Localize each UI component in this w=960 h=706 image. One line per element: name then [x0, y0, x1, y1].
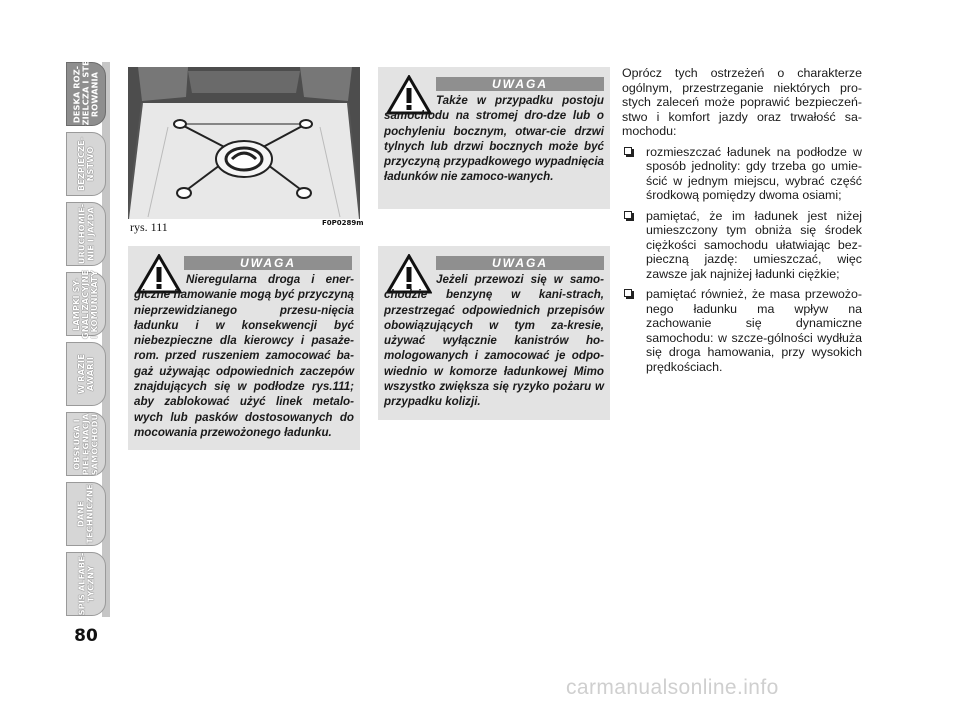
list-item: pamiętać również, że masa przewożo-nego ładunku ma wpływ na zachowanie się dynamiczne samochodu: w szcze-gólności wydłuża się droga hamowania, przy wysokich prędkościach. — [622, 287, 862, 374]
warning-box-parking-slope — [378, 67, 610, 209]
checkbox-bullet-icon — [624, 147, 632, 155]
warning-text: Także w przypadku postoju samochodu na stromej dro-dze lub o pochyleniu bocznym, otwar-cie drzwi tylnych lub drzwi bocznych może być przyczyną przypadkowego wypadnięcia ładunków nie zamoco-wanych. — [384, 94, 604, 184]
tab-dane-techniczne[interactable]: DANE TECHNICZNE — [66, 482, 106, 546]
tab-spis-alfabetyczny[interactable]: SPIS ALFABE- TYCZNY — [66, 552, 106, 616]
checkbox-bullet-icon — [624, 289, 632, 297]
warning-box-fuel-canisters — [378, 246, 610, 420]
warning-title: UWAGA — [436, 77, 604, 91]
warning-box-cargo-fixing — [128, 246, 360, 450]
tab-deska-rozdzielcza[interactable]: DESKA ROZ- DZIELCZA I STE- ROWANIA — [66, 62, 106, 126]
watermark: carmanualsonline.info — [566, 676, 779, 699]
figure-code: F0P0289m — [322, 219, 364, 227]
figure-caption: rys. 111 — [130, 220, 168, 234]
warning-text: Jeżeli przewozi się w samo-chodzie benzynę w kani-strach, przestrzegać odpowiednich przepisów obowiązujących w tym za-kresie, używać wyłącznie kanistrów ho-mologowanych i zamocować je odpo-wiednio w komorze ładunkowej Mimo wszystko zwiększa się ryzyko pożaru w przypadku kolizji. — [384, 273, 604, 409]
tab-obsluga[interactable]: OBSŁUGA I PIELĘGNACJA SAMOCHODU — [66, 412, 106, 476]
checkbox-bullet-icon — [624, 211, 632, 219]
list-item: rozmieszczać ładunek na podłodze w sposób jednolity: gdy trzeba go umie-ścić w jednym miejscu, wybrać część środkową pomiędzy dwoma osiami; — [622, 145, 862, 203]
tab-awarie[interactable]: W RAZIE AWARII — [66, 342, 106, 406]
chapter-sidebar — [66, 56, 110, 617]
warning-text: Nieregularna droga i ener-giczne hamowanie mogą być przyczyną nieprzewidzianego przesu-nięcia ładunku i w konsekwencji być niebezpieczne dla kierowcy i pasaże-rom. przed ruszeniem zamocować ba-gaż używając odpowiednich zaczepów znajdujących się w podłodze rys.111; aby zablokować użyć linek metalo-wych lub pasków dostosowanych do mocowania przewożonego ładunku. — [134, 273, 354, 439]
list-item: pamiętać, że im ładunek jest niżej umieszczony tym obniża się środek ciężkości samochodu ułatwiając bez-pieczną jazdę: umieszczać, więc zawsze jak najniżej ładunki ciężkie; — [622, 209, 862, 282]
cargo-floor-figure — [128, 67, 360, 219]
cargo-floor-illustration — [128, 67, 360, 219]
tab-bezpieczenstwo[interactable]: BEZPIECZE- ŃSTWO — [66, 132, 106, 196]
tab-uruchomienie[interactable]: URUCHOMIE- NIE I JAZDA — [66, 202, 106, 266]
page-number: 80 — [74, 626, 98, 646]
tab-lampki[interactable]: LAMPKI SY- GNALIZACYJNE I KOMUNIKATY — [66, 272, 106, 336]
body-text-column — [622, 66, 862, 380]
advice-list — [622, 145, 862, 375]
warning-title: UWAGA — [436, 256, 604, 270]
warning-title: UWAGA — [184, 256, 352, 270]
intro-paragraph: Oprócz tych ostrzeżeń o charakterze ogólnym, przestrzeganie niektórych pro-stych zaleceń może poprawić bezpieczeń-stwo i komfort jazdy oraz trwałość sa-mochodu: — [622, 66, 862, 138]
